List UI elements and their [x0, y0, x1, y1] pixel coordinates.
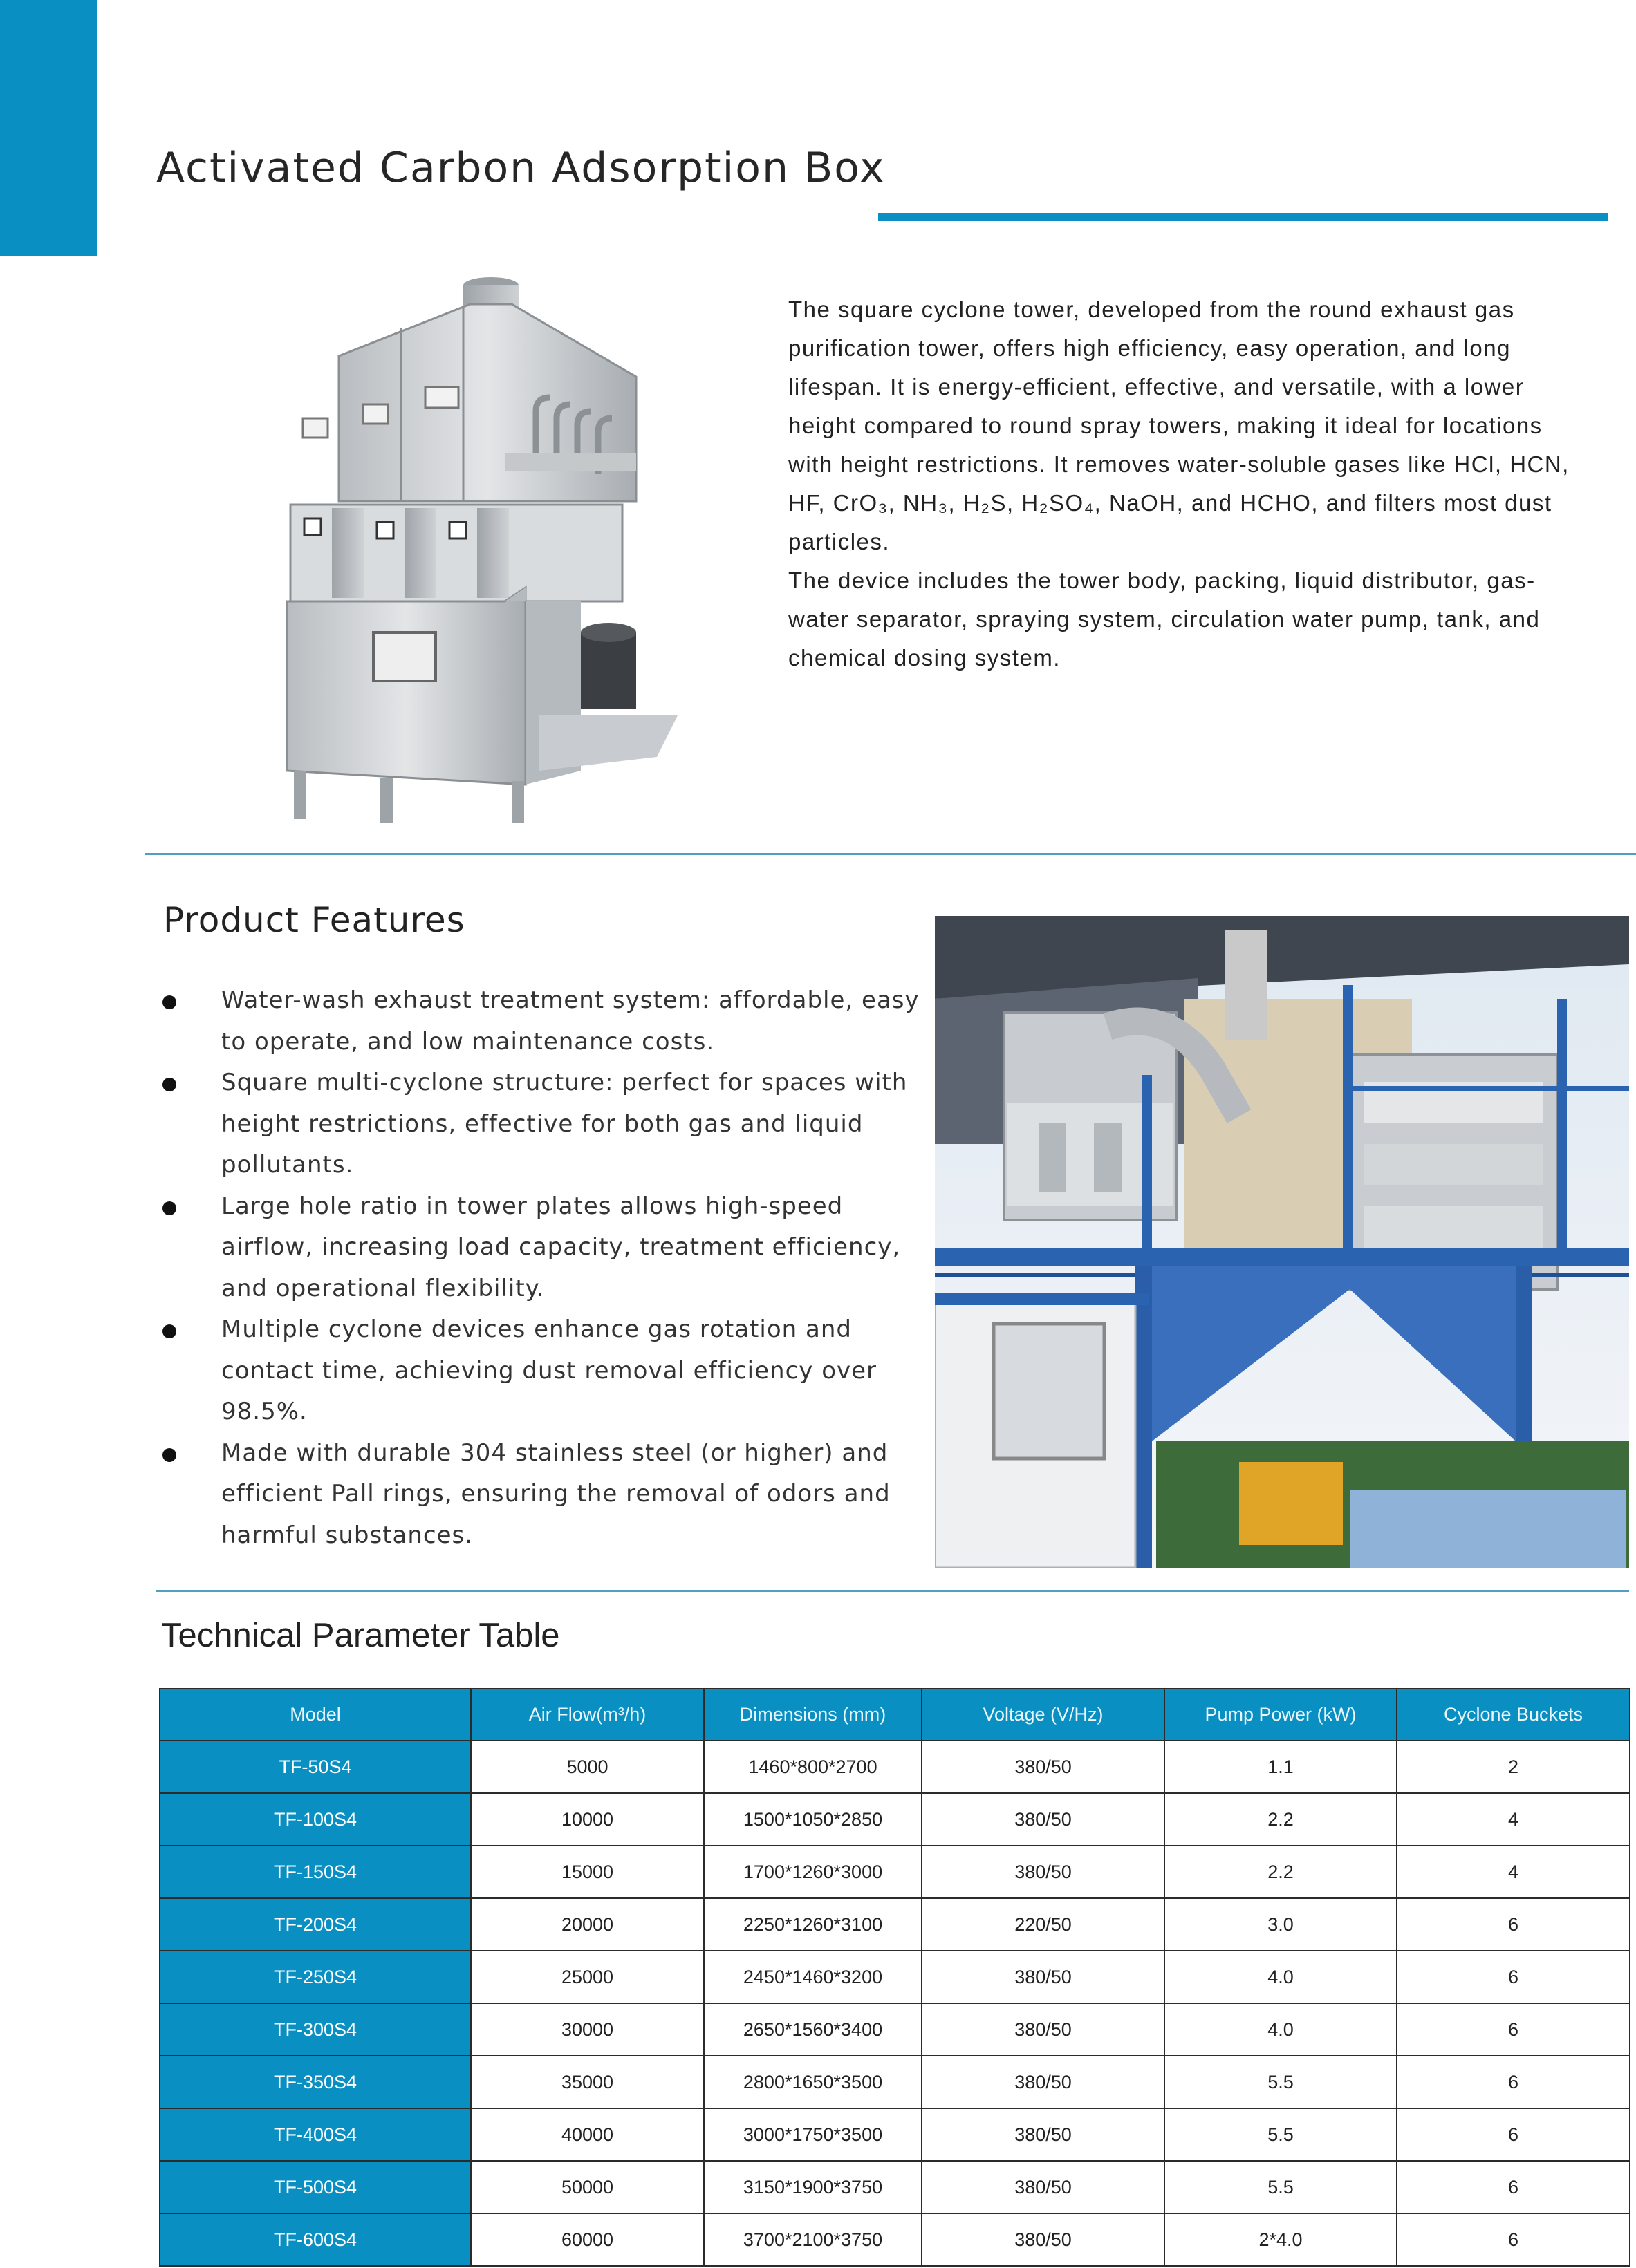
- table-cell: 380/50: [922, 2161, 1164, 2213]
- feature-item: [159, 1186, 927, 1310]
- model-cell: TF-350S4: [160, 2056, 471, 2108]
- feature-text: Square multi-cyclone structure: perfect for spaces with height restrictions, effective for both gas and liquid pollutants.: [221, 1069, 908, 1179]
- bullet-icon: [162, 1078, 176, 1091]
- table-cell: 4: [1397, 1793, 1630, 1846]
- table-cell: 60000: [471, 2213, 704, 2266]
- column-header: Voltage (V/Hz): [922, 1689, 1164, 1741]
- table-row: [160, 2161, 1630, 2213]
- table-cell: 10000: [471, 1793, 704, 1846]
- table-cell: 380/50: [922, 1846, 1164, 1898]
- title-underline: [878, 213, 1608, 221]
- corner-accent-block: [0, 0, 97, 256]
- features-list: [159, 980, 927, 1556]
- table-cell: 5.5: [1164, 2161, 1397, 2213]
- table-cell: 15000: [471, 1846, 704, 1898]
- site-installation-photo: [935, 916, 1629, 1568]
- table-cell: 6: [1397, 2003, 1630, 2056]
- feature-text: Made with durable 304 stainless steel (or higher) and efficient Pall rings, ensuring the removal of odors and harmful substances.: [221, 1438, 891, 1549]
- feature-text: Multiple cyclone devices enhance gas rotation and contact time, achieving dust removal efficiency over 98.5%.: [221, 1315, 877, 1425]
- features-heading: Product Features: [163, 900, 465, 940]
- bullet-icon: [162, 995, 176, 1009]
- table-cell: 35000: [471, 2056, 704, 2108]
- table-cell: 25000: [471, 1951, 704, 2003]
- parameter-table: [159, 1688, 1630, 2267]
- table-cell: 2.2: [1164, 1846, 1397, 1898]
- intro-paragraph-2: The device includes the tower body, packing, liquid distributor, gas-water separator, spraying system, circulation water pump, tank, and chemical dosing system.: [788, 568, 1541, 671]
- intro-paragraph-1: The square cyclone tower, developed from the round exhaust gas purification tower, offers high efficiency, easy operation, and long lifespan. It is energy-efficient, effective, and versatile, with a lower height compared to round spray towers, making it ideal for locations with height restrictions. It removes water-soluble gases like HCl, HCN, HF, CrO₃, NH₃, H₂S, H₂SO₄, NaOH, and HCHO, and filters most dust particles.: [788, 297, 1570, 554]
- column-header: Pump Power (kW): [1164, 1689, 1397, 1741]
- table-row: [160, 2056, 1630, 2108]
- table-cell: 30000: [471, 2003, 704, 2056]
- model-cell: TF-200S4: [160, 1898, 471, 1951]
- model-cell: TF-100S4: [160, 1793, 471, 1846]
- table-cell: 5.5: [1164, 2056, 1397, 2108]
- table-cell: 2*4.0: [1164, 2213, 1397, 2266]
- page-title: Activated Carbon Adsorption Box: [156, 144, 886, 192]
- table-heading: Technical Parameter Table: [161, 1617, 560, 1654]
- table-cell: 4.0: [1164, 2003, 1397, 2056]
- table-row: [160, 2213, 1630, 2266]
- table-cell: 380/50: [922, 2003, 1164, 2056]
- table-cell: 2650*1560*3400: [704, 2003, 922, 2056]
- bullet-icon: [162, 1448, 176, 1462]
- feature-item: [159, 980, 927, 1062]
- table-row: [160, 1793, 1630, 1846]
- feature-item: [159, 1433, 927, 1557]
- table-cell: 220/50: [922, 1898, 1164, 1951]
- table-cell: 3150*1900*3750: [704, 2161, 922, 2213]
- section-divider: [156, 1590, 1629, 1592]
- model-cell: TF-50S4: [160, 1741, 471, 1793]
- intro-text: [788, 290, 1570, 677]
- table-row: [160, 2003, 1630, 2056]
- table-cell: 2: [1397, 1741, 1630, 1793]
- table-cell: 6: [1397, 2056, 1630, 2108]
- table-cell: 2800*1650*3500: [704, 2056, 922, 2108]
- column-header: Air Flow(m³/h): [471, 1689, 704, 1741]
- table-cell: 4.0: [1164, 1951, 1397, 2003]
- table-cell: 1460*800*2700: [704, 1741, 922, 1793]
- table-cell: 4: [1397, 1846, 1630, 1898]
- table-cell: 6: [1397, 1951, 1630, 2003]
- model-cell: TF-500S4: [160, 2161, 471, 2213]
- bullet-icon: [162, 1201, 176, 1215]
- table-cell: 5.5: [1164, 2108, 1397, 2161]
- table-cell: 20000: [471, 1898, 704, 1951]
- table-cell: 380/50: [922, 2213, 1164, 2266]
- table-cell: 2.2: [1164, 1793, 1397, 1846]
- table-cell: 2450*1460*3200: [704, 1951, 922, 2003]
- table-cell: 6: [1397, 2161, 1630, 2213]
- model-cell: TF-250S4: [160, 1951, 471, 2003]
- table-cell: 6: [1397, 2108, 1630, 2161]
- table-cell: 40000: [471, 2108, 704, 2161]
- bullet-icon: [162, 1324, 176, 1338]
- table-row: [160, 2108, 1630, 2161]
- column-header: Dimensions (mm): [704, 1689, 922, 1741]
- feature-text: Water-wash exhaust treatment system: affordable, easy to operate, and low maintenance costs.: [221, 986, 920, 1056]
- table-cell: 380/50: [922, 2108, 1164, 2161]
- table-cell: 1700*1260*3000: [704, 1846, 922, 1898]
- model-cell: TF-150S4: [160, 1846, 471, 1898]
- model-cell: TF-300S4: [160, 2003, 471, 2056]
- table-cell: 2250*1260*3100: [704, 1898, 922, 1951]
- feature-item: [159, 1062, 927, 1186]
- table-row: [160, 1846, 1630, 1898]
- table-cell: 380/50: [922, 1793, 1164, 1846]
- table-cell: 5000: [471, 1741, 704, 1793]
- model-cell: TF-600S4: [160, 2213, 471, 2266]
- table-cell: 380/50: [922, 1951, 1164, 2003]
- table-header-row: [160, 1689, 1630, 1741]
- feature-item: [159, 1309, 927, 1433]
- table-cell: 1500*1050*2850: [704, 1793, 922, 1846]
- table-cell: 6: [1397, 2213, 1630, 2266]
- product-photo: [277, 273, 705, 826]
- column-header: Cyclone Buckets: [1397, 1689, 1630, 1741]
- table-row: [160, 1898, 1630, 1951]
- feature-text: Large hole ratio in tower plates allows high-speed airflow, increasing load capacity, treatment efficiency, and operational flexibility.: [221, 1192, 901, 1302]
- table-row: [160, 1741, 1630, 1793]
- table-row: [160, 1951, 1630, 2003]
- section-divider: [145, 853, 1636, 855]
- table-cell: 6: [1397, 1898, 1630, 1951]
- table-cell: 3.0: [1164, 1898, 1397, 1951]
- table-cell: 50000: [471, 2161, 704, 2213]
- table-cell: 3000*1750*3500: [704, 2108, 922, 2161]
- model-cell: TF-400S4: [160, 2108, 471, 2161]
- table-cell: 380/50: [922, 1741, 1164, 1793]
- table-cell: 1.1: [1164, 1741, 1397, 1793]
- column-header: Model: [160, 1689, 471, 1741]
- table-cell: 380/50: [922, 2056, 1164, 2108]
- table-cell: 3700*2100*3750: [704, 2213, 922, 2266]
